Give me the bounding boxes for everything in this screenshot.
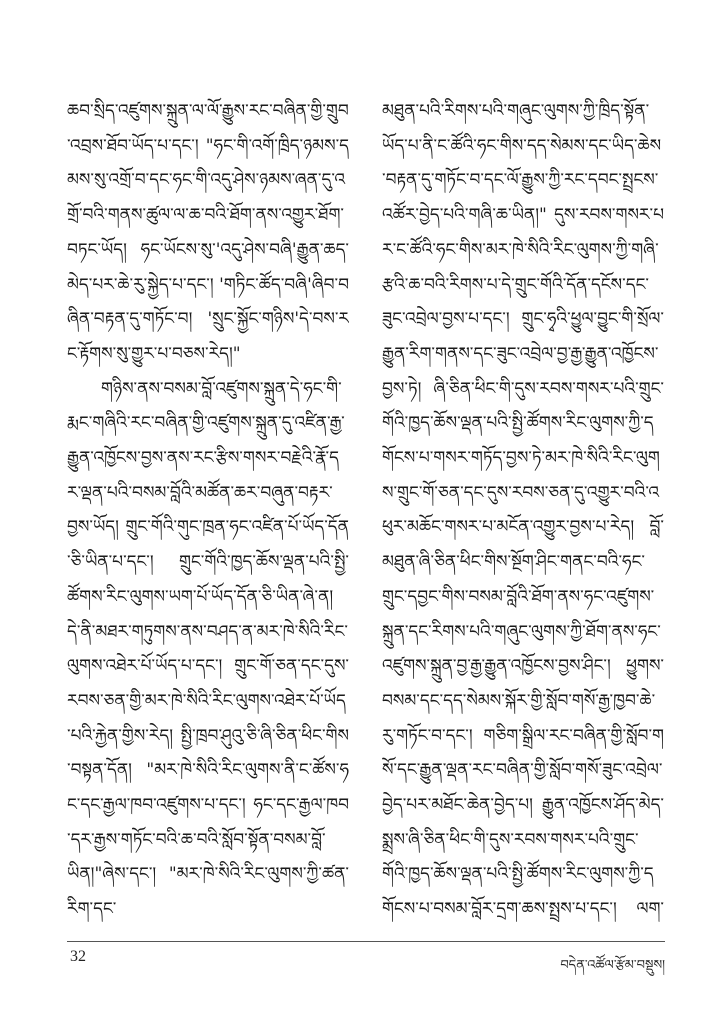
running-title: བདེན་འཚོལ་རྩོམ་བསྡུས།	[560, 958, 665, 973]
paragraph: གཉིས་ནས་བསམ་བློ་འཛུགས་སྐྲུན་དེ་ཧང་གི་རྨང་གཞིའི་རང་བཞིན་གྱི་འཛུགས་སྐྲུན་དུ་འཛིན་རྒྱ་རྒྱུན་འཁྱོངས་བྱས་ནས་རང་རྩིས་གསར་བརྗེའི་རྣོ་དར་ལྡན་པའི་བསམ་བློའི་མཚོན་ཆར་བཞུན་བརྟར་བྱས་ཡོད། གྲུང་གོའི་གུང་ཁྲན་ཧང་འཛིན་པོ་ཡོད་དོན་ཅི་ཡིན་པ་དང་། གྲུང་གོའི་ཁྱད་ཆོས་ལྡན་པའི་སྤྱི་ཚོགས་རིང་ལུགས་ཡག་པོ་ཡོད་དོན་ཅི་ཡིན་ཞེ་ན། དེ་ནི་མཐར་གཏུགས་ནས་བཤད་ན་མར་ཁེ་སིའི་རིང་ལུགས་འཐེར་པོ་ཡོད་པ་དང་། གྲུང་གོ་ཅན་དང་དུས་རབས་ཅན་གྱི་མར་ཁེ་སིའི་རིང་ལུགས་འཐེར་པོ་ཡོད་པའི་རྐྱེན་གྱིས་རེད། སྤྱི་ཁྲབ་ཤུའུ་ཅི་ཞི་ཅིན་ཕིང་གིས་བསྟན་དོན། "མར་ཁེ་སིའི་རིང་ལུགས་ནི་ང་ཚོས་ཧང་དང་རྒྱལ་ཁབ་འཛུགས་པ་དང་། ཧང་དང་རྒྱལ་ཁབ་དར་རྒྱས་གཏོང་བའི་ཆ་བའི་སློབ་སྟོན་བསམ་བློ་ཡིན།"ཞེས་དང་། "མར་ཁེ་སིའི་རིང་ལུགས་ཀྱི་ཚན་རིག་དང་	[67, 378, 349, 920]
right-text-column	[382, 94, 664, 926]
footer-divider	[67, 941, 665, 942]
paragraph: ཆབ་སྲིད་འཛུགས་སྐྲུན་ལ་ལོ་རྒྱུས་རང་བཞིན་གྱི་གྲུབ་འབྲས་ཐོབ་ཡོད་པ་དང་། "ཧང་གི་འགོ་ཁྲིད་ཉམས་དམས་སུ་འགྲོ་བ་དང་ཧང་གི་འདུ་ཤེས་ཉམས་ཞན་དུ་འགྲོ་བའི་གནས་ཚུལ་ལ་ཆ་བའི་ཐོག་ནས་འགྱུར་ཐོག་བཏང་ཡོད། ཧང་ཡོངས་སུ་'འདུ་ཤེས་བཞི'རྒྱུན་ཆད་མེད་པར་ཆེ་རུ་སྐྱེད་པ་དང་། 'གཏིང་ཚོད་བཞི'ཞིབ་བཞིན་བརྟན་དུ་གཏོང་བ། 'སྲུང་སྐྱོང་གཉིས'དེ་བས་རང་རྟོགས་སུ་གྱུར་པ་བཅས་རེད།"	[67, 101, 349, 364]
paragraph: མཐུན་པའི་རིགས་པའི་གཞུང་ལུགས་ཀྱི་ཁྲིད་སྟོན་ཡོད་པ་ནི་ང་ཚོའི་ཧང་གིས་དད་སེམས་དང་ཡིད་ཆེས་བརྟན་དུ་གཏོང་བ་དང་ལོ་རྒྱུས་ཀྱི་རང་དབང་སྤྲངས་འཚོར་བྱེད་པའི་གཞི་ཆ་ཡིན།" དུས་རབས་གསར་པར་ང་ཚོའི་ཧང་གིས་མར་ཁེ་སིའི་རིང་ལུགས་ཀྱི་གཞི་རྩའི་ཆ་བའི་རིགས་པ་དེ་གྲུང་གོའི་དོན་དངོས་དང་ཟུང་འབྲེལ་བྱས་པ་དང་། གྲུང་ཧྭའི་ཕྱུལ་བྱུང་གི་སྲོལ་རྒྱུན་རིག་གནས་དང་ཟུང་འབྲེལ་བྱ་རྒྱ་རྒྱུན་འཁྱོངས་བྱས་ཏེ། ཞི་ཅིན་ཕིང་གི་དུས་རབས་གསར་པའི་གྲུང་གོའི་ཁྱད་ཆོས་ལྡན་པའི་སྤྱི་ཚོགས་རིང་ལུགས་ཀྱི་དགོངས་པ་གསར་གཏོད་བྱས་ཏེ་མར་ཁེ་སིའི་རིང་ལུགས་གྲུང་གོ་ཅན་དང་དུས་རབས་ཅན་དུ་འགྱུར་བའི་འཕུར་མཆོང་གསར་པ་མངོན་འགྱུར་བྱས་པ་རེད། བློ་མཐུན་ཞི་ཅིན་ཕིང་གིས་སྔོག་ཤིང་གནང་བའི་ཧང་གྲུང་དབྱང་གིས་བསམ་བློའི་ཐོག་ནས་ཧང་འཛུགས་སྐྲུན་དང་རིགས་པའི་གཞུང་ལུགས་ཀྱི་ཐོག་ནས་ཧང་འཛུགས་སྐྲུན་བྱ་རྒྱ་རྒྱུན་འཁྱོངས་བྱས་ཤིང་། ཕྱུགས་བསམ་དང་དད་སེམས་སྐོར་གྱི་སློབ་གསོ་རྒྱ་ཁྱབ་ཆེ་རུ་གཏོང་བ་དང་། གཅིག་སྒྲིལ་རང་བཞིན་གྱི་སློབ་གསོ་དང་རྒྱུན་ལྡན་རང་བཞིན་གྱི་སློབ་གསོ་ཟུང་འབྲེལ་བྱེད་པར་མཐོང་ཆེན་བྱེད་པ། རྒྱུན་འཁྱོངས་ཤོད་མེད་སྨྲས་ཞི་ཅིན་ཕིང་གི་དུས་རབས་གསར་པའི་གྲུང་གོའི་ཁྱད་ཆོས་ལྡན་པའི་སྤྱི་ཚོགས་རིང་ལུགས་ཀྱི་དགོངས་པ་བསམ་བློར་དྲག་ཆས་སྤྲས་པ་དང་། ལག་	[382, 101, 664, 920]
left-text-column	[67, 94, 349, 926]
page-number: 32	[70, 948, 86, 965]
